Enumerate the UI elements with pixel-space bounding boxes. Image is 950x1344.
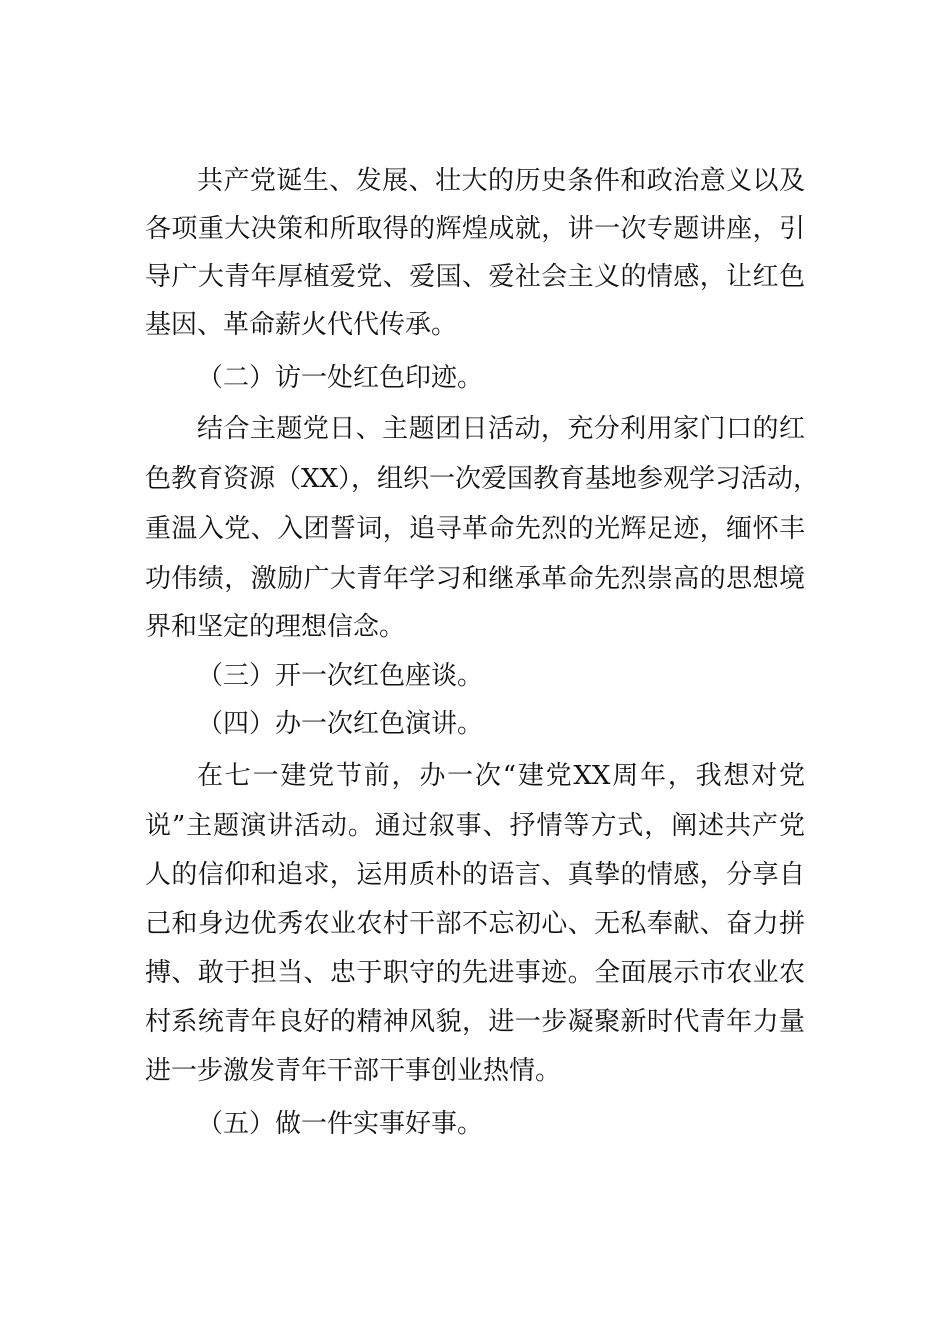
section-heading: （四）办一次红色演讲。 [197, 709, 484, 739]
paragraph-line: 重温入党、入团誓词，追寻革命先烈的光辉足迹，缅怀丰 [145, 514, 805, 544]
section-heading: （五）做一件实事好事。 [197, 1109, 484, 1139]
paragraph-line: 己和身边优秀农业农村干部不忘初心、无私奉献、奋力拼 [145, 909, 805, 939]
section-heading: （二）访一处红色印迹。 [197, 363, 484, 393]
paragraph-line: 在七一建党节前，办一次“建党XX周年，我想对党 [197, 761, 805, 791]
paragraph-line: 基因、革命薪火代代传承。 [145, 310, 458, 340]
paragraph-line: 人的信仰和追求，运用质朴的语言、真挚的情感，分享自 [145, 860, 805, 890]
paragraph-line: 搏、敢于担当、忠于职守的先进事迹。全面展示市农业农 [145, 958, 805, 988]
section-heading: （三）开一次红色座谈。 [197, 661, 484, 691]
paragraph-line: 村系统青年良好的精神风貌，进一步凝聚新时代青年力量 [145, 1007, 805, 1037]
paragraph-line: 共产党诞生、发展、壮大的历史条件和政治意义以及 [197, 166, 805, 196]
paragraph-line: 结合主题党日、主题团日活动，充分利用家门口的红 [197, 414, 805, 444]
paragraph-line: 色教育资源（XX），组织一次爱国教育基地参观学习活动， [145, 464, 820, 494]
paragraph-line: 说”主题演讲活动。通过叙事、抒情等方式，阐述共产党 [145, 811, 805, 841]
paragraph-line: 界和坚定的理想信念。 [145, 612, 406, 642]
paragraph-line: 功伟绩，激励广大青年学习和继承革命先烈崇高的思想境 [145, 564, 805, 594]
paragraph-line: 导广大青年厚植爱党、爱国、爱社会主义的情感，让红色 [145, 262, 805, 292]
paragraph-line: 进一步激发青年干部干事创业热情。 [145, 1056, 562, 1086]
paragraph-line: 各项重大决策和所取得的辉煌成就，讲一次专题讲座，引 [145, 214, 805, 244]
